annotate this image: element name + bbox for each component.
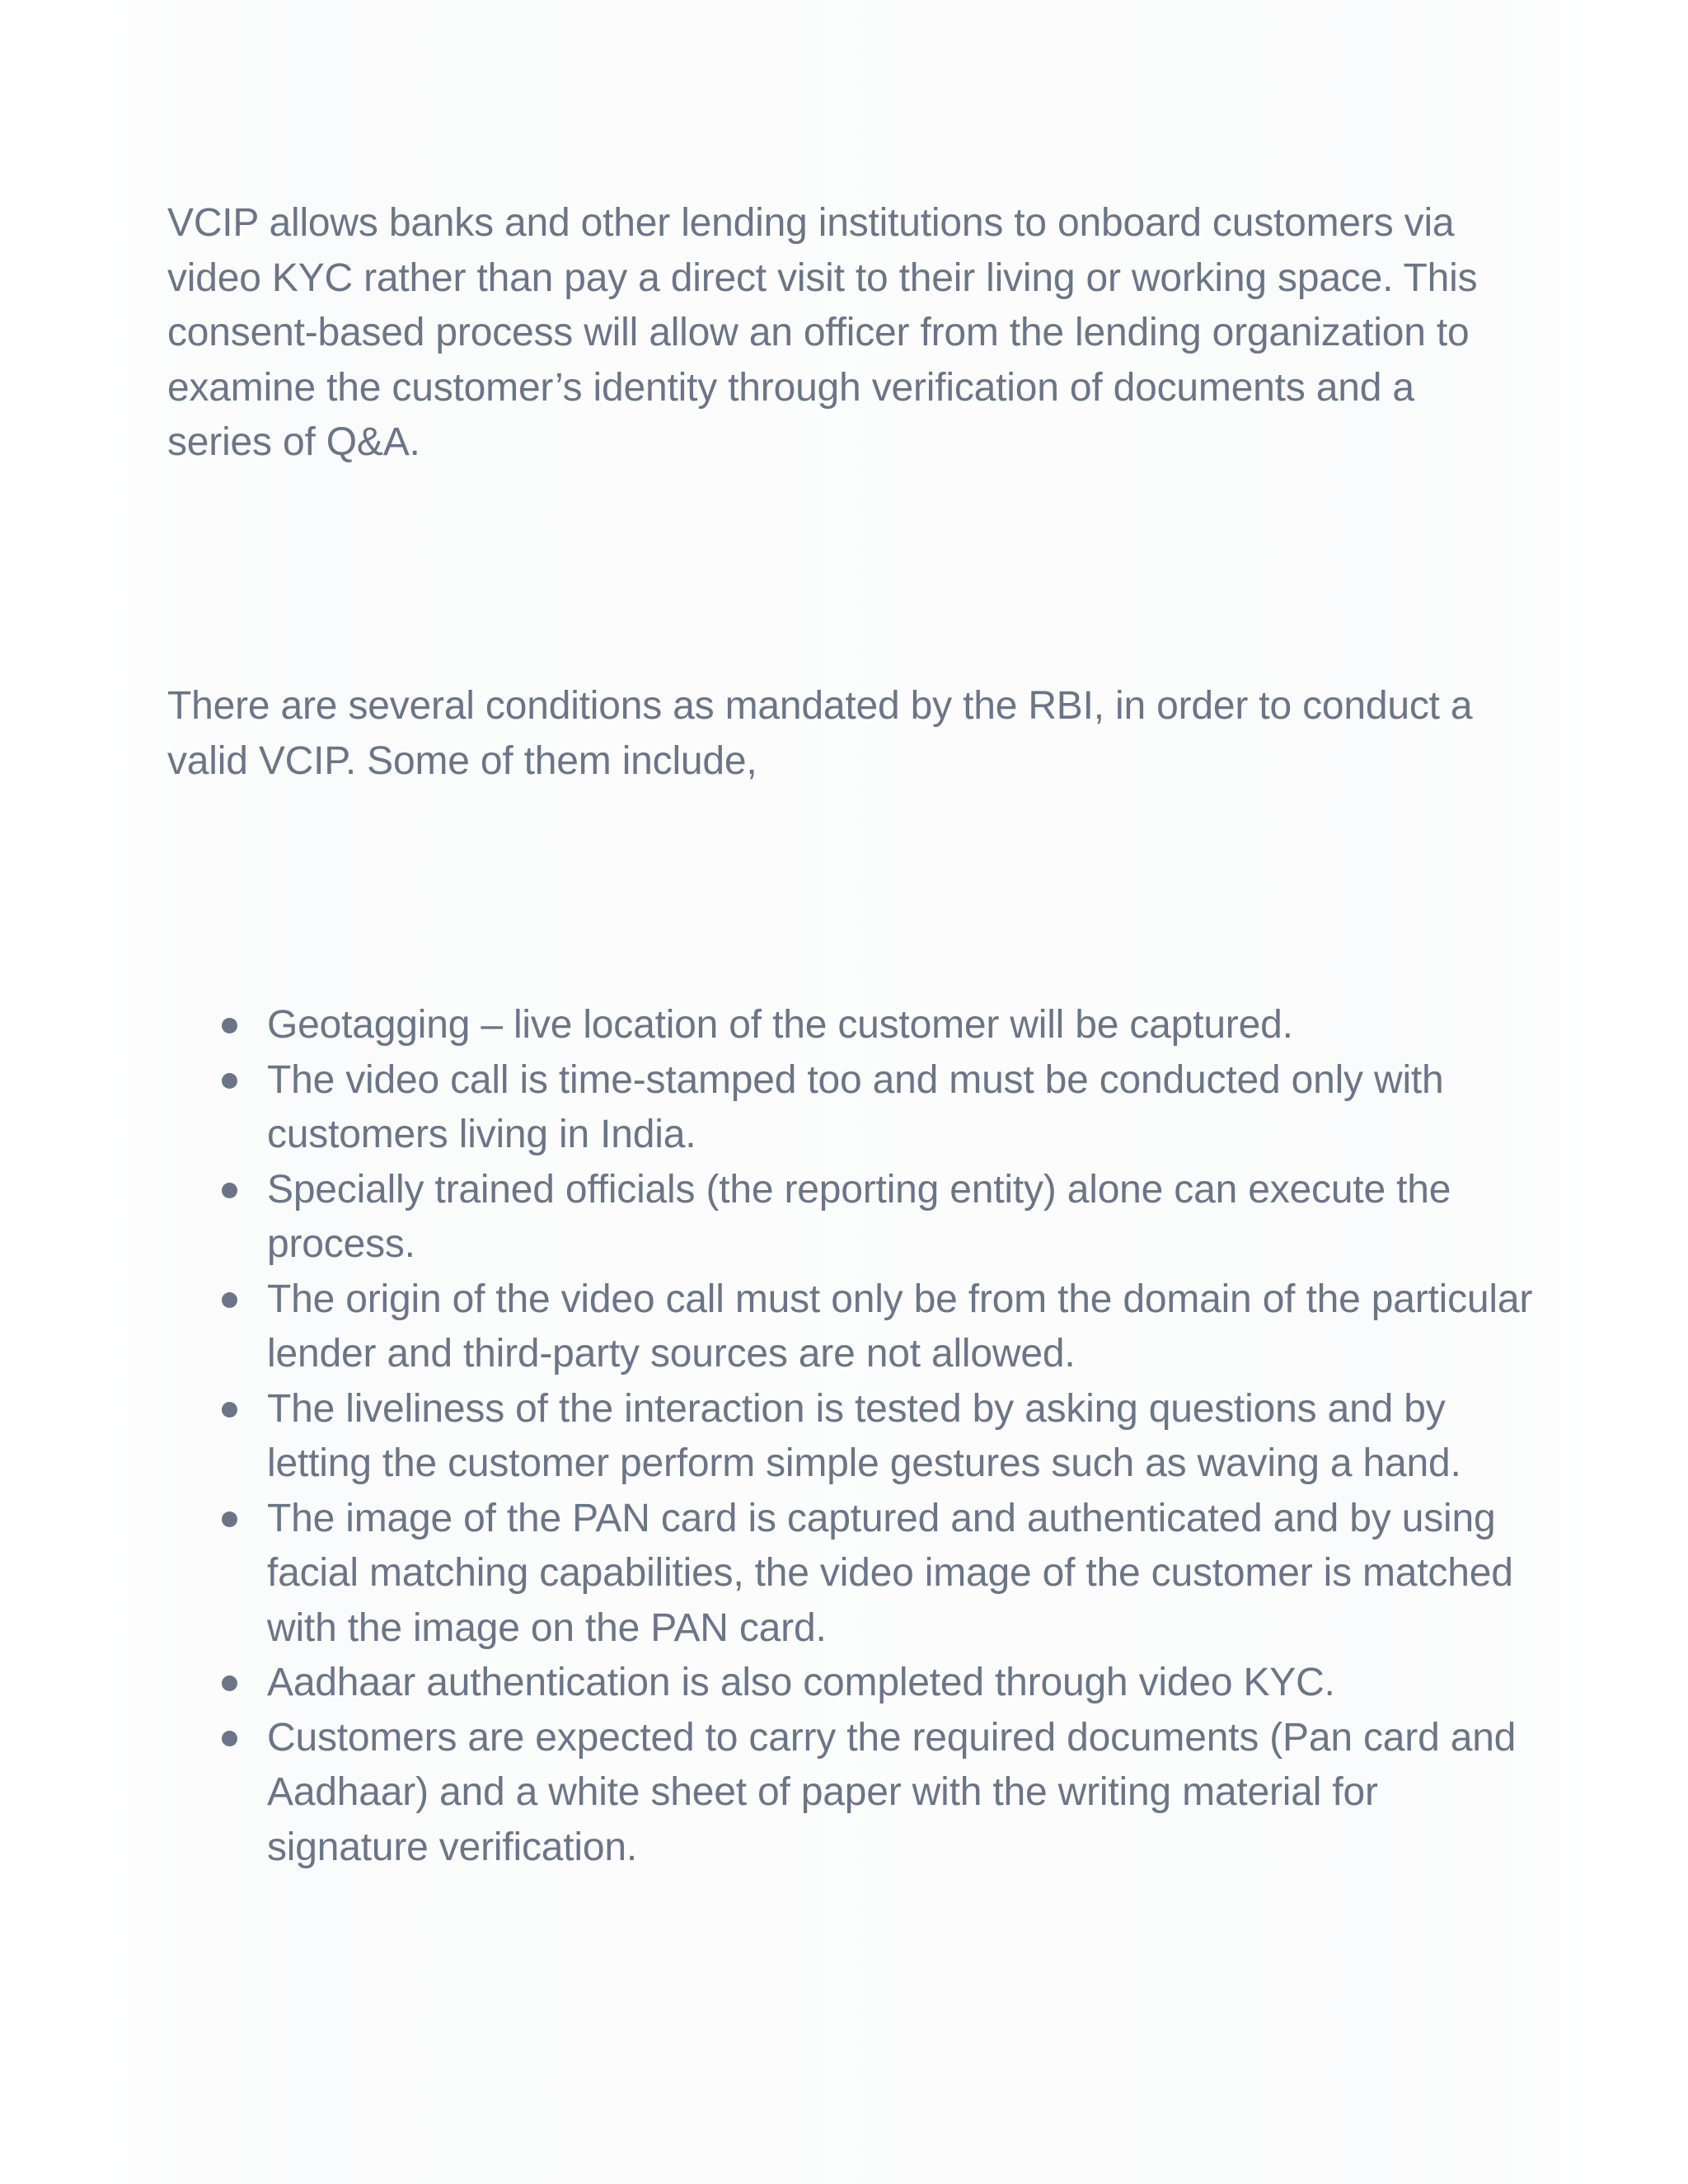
list-item-text: The liveliness of the interaction is tested by asking questions and by letting the customer perform simple gestures such as waving a hand.: [267, 1386, 1461, 1485]
list-item: [167, 1656, 1536, 1711]
bullet-icon: [222, 1073, 237, 1089]
list-item-text: Aadhaar authentication is also completed through video KYC.: [267, 1661, 1335, 1704]
bullet-icon: [222, 1511, 237, 1527]
bullet-icon: [222, 1731, 237, 1746]
conditions-bullet-list: [167, 998, 1536, 1875]
intro-paragraph: VCIP allows banks and other lending institutions to onboard customers via video KYC rather than pay a direct visit to their living or working space. This consent-based process will allow an officer from the lending organization to examine the customer’s identity through verification of documents and a series of Q&A.: [167, 201, 1478, 464]
list-item: [167, 998, 1536, 1053]
list-item-text: The video call is time-stamped too and must be conducted only with customers living in India.: [267, 1057, 1444, 1156]
list-item: [167, 1163, 1536, 1272]
list-item-text: Geotagging – live location of the customer will be captured.: [267, 1003, 1293, 1047]
bullet-icon: [222, 1292, 237, 1308]
bullet-icon: [222, 1018, 237, 1033]
list-item-text: Specially trained officials (the reporting entity) alone can execute the process.: [267, 1167, 1451, 1266]
list-item: [167, 1272, 1536, 1382]
bullet-icon: [222, 1183, 237, 1198]
conditions-intro-paragraph: There are several conditions as mandated by the RBI, in order to conduct a valid VCIP. Some of them include,: [167, 684, 1473, 783]
list-item-text: Customers are expected to carry the required documents (Pan card and Aadhaar) and a white sheet of paper with the writing material for signature verification.: [267, 1715, 1517, 1869]
bullet-icon: [222, 1402, 237, 1418]
bullet-icon: [222, 1675, 237, 1691]
list-item: [167, 1711, 1536, 1876]
list-item-text: The origin of the video call must only be from the domain of the particular lender and third-party sources are not allowed.: [267, 1277, 1533, 1376]
list-item-text: The image of the PAN card is captured and authenticated and by using facial matching capabilities, the video image of the customer is matched with the image on the PAN card.: [267, 1496, 1513, 1650]
list-item: [167, 1053, 1536, 1163]
list-item: [167, 1382, 1536, 1492]
list-item: [167, 1492, 1536, 1657]
